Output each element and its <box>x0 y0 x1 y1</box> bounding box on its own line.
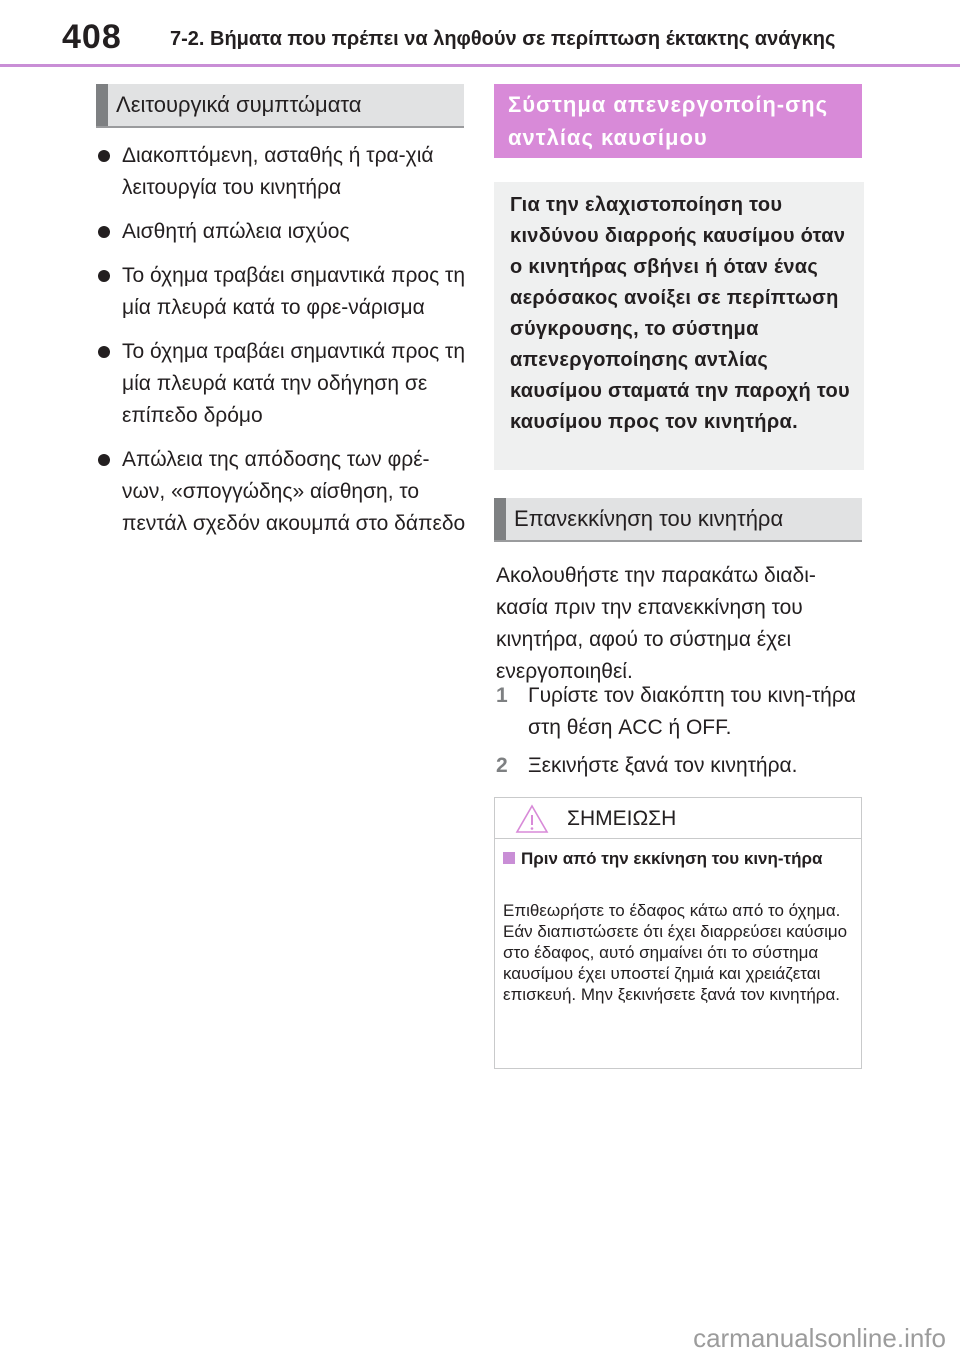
bullet-icon <box>98 226 110 238</box>
step-number: 1 <box>496 684 508 707</box>
info-text: Για την ελαχιστοποίηση του κινδύνου διαρροής καυσίμου όταν ο κινητήρας σβήνει ή όταν ένας αερόσακος ανοίξει σε περίπτωση σύγκρουσης, το σύστημα απενεργοποίησης αντλίας καυσίμου σταματά την παροχή του καυσίμου προς τον κινητήρα. <box>510 194 850 433</box>
list-item <box>96 336 466 432</box>
note-header <box>495 798 861 839</box>
page-number: 408 <box>62 18 122 56</box>
list-item-text: Αισθητή απώλεια ισχύος <box>122 220 350 243</box>
list-item <box>96 140 466 204</box>
section-title-symptoms: Λειτουργικά συμπτώματα <box>116 92 362 117</box>
restart-paragraph: Ακολουθήστε την παρακάτω διαδι-κασία πριν την επανεκκίνηση του κινητήρα, αφού το σύστημα έχει ενεργοποιηθεί. <box>496 564 816 683</box>
warning-triangle-icon <box>515 804 549 834</box>
chapter-title: 7-2. Βήματα που πρέπει να ληφθούν σε περίπτωση έκτακτης ανάγκης <box>170 28 836 50</box>
bullet-icon <box>98 270 110 282</box>
header-divider <box>0 64 960 67</box>
section-title-fuel-pump: Σύστημα απενεργοποίη-σης αντλίας καυσίμου <box>508 92 829 150</box>
note-subtitle <box>503 848 853 870</box>
list-item <box>96 444 466 540</box>
note-box <box>494 797 862 1069</box>
bullet-icon <box>98 454 110 466</box>
section-header-symptoms <box>96 84 464 128</box>
list-item-text: Διακοπτόμενη, ασταθής ή τρα-χιά λειτουργία του κινητήρα <box>122 144 434 199</box>
step-item <box>496 750 864 782</box>
step-item <box>496 680 864 744</box>
list-item <box>96 216 466 248</box>
page-header <box>0 0 960 68</box>
watermark: carmanualsonline.info <box>693 1323 946 1353</box>
list-item <box>96 260 466 324</box>
section-title-restart: Επανεκκίνηση του κινητήρα <box>514 506 784 531</box>
section-header-bar <box>96 84 108 126</box>
list-item-text: Απώλεια της απόδοσης των φρέ-νων, «σπογγώδης» αίσθηση, το πεντάλ σχεδόν ακουμπά στο δάπεδο <box>122 448 466 535</box>
info-box <box>494 182 864 470</box>
square-marker-icon <box>503 852 515 864</box>
step-text: Ξεκινήστε ξανά τον κινητήρα. <box>528 754 798 777</box>
list-item-text: Το όχημα τραβάει σημαντικά προς τη μία πλευρά κατά το φρε-νάρισμα <box>122 264 465 319</box>
section-header-restart <box>494 498 862 542</box>
step-text: Γυρίστε τον διακόπτη του κινη-τήρα στη θέση ACC ή OFF. <box>528 684 856 739</box>
section-header-bar <box>494 498 506 540</box>
section-header-fuel-pump <box>494 84 862 158</box>
note-subtitle-text: Πριν από την εκκίνηση του κινη-τήρα <box>521 849 823 868</box>
note-body: Επιθεωρήστε το έδαφος κάτω από το όχημα. Εάν διαπιστώσετε ότι έχει διαρρεύσει καύσιμο στο έδαφος, αυτό σημαίνει ότι το σύστημα καυσίμου έχει υποστεί ζημιά και χρειάζεται επισκευή. Μην ξεκινήσετε ξανά τον κινητήρα. <box>503 901 848 1004</box>
bullet-icon <box>98 346 110 358</box>
bullet-icon <box>98 150 110 162</box>
note-label: ΣΗΜΕΙΩΣΗ <box>567 807 677 830</box>
step-number: 2 <box>496 754 508 777</box>
list-item-text: Το όχημα τραβάει σημαντικά προς τη μία πλευρά κατά την οδήγηση σε επίπεδο δρόμο <box>122 340 465 427</box>
symptom-list <box>96 140 466 552</box>
